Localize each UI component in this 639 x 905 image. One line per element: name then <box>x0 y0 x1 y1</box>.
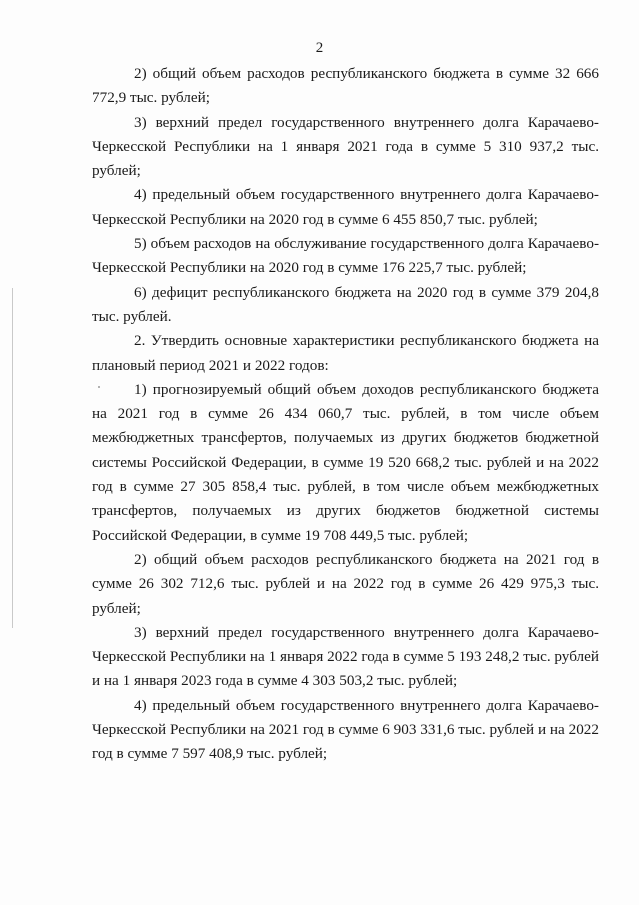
paragraph-debt-service-2020: 5) объем расходов на обслуживание государственного долга Карачаево-Черкесской Республики на 2020 год в сумме 176 225,7 тыс. рублей; <box>92 235 599 277</box>
paragraph-debt-limit-2021: 3) верхний предел государственного внутреннего долга Карачаево-Черкесской Республики на 1 января 2021 года в сумме 5 310 937,2 тыс. рублей; <box>92 113 599 180</box>
paragraph-expenses-2020: 2) общий объем расходов республиканского бюджета в сумме 32 666 772,9 тыс. рублей; <box>92 65 599 107</box>
scan-margin-line <box>12 288 13 628</box>
page-number: 2 <box>315 40 324 56</box>
paragraph-deficit-2020: 6) дефицит республиканского бюджета на 2020 год в сумме 379 204,8 тыс. рублей. <box>92 283 599 325</box>
paragraph-revenue-2021-2022: 1) прогнозируемый общий объем доходов республиканского бюджета на 2021 год в сумме 26 434 060,7 тыс. рублей, в том числе объем межбюджетных трансфертов, получаемых из других бюджетов бюджетной системы Российской Федерации, в сумме 19 520 668,2 тыс. рублей и на 2022 год в сумме 27 305 858,4 тыс. рублей, в том числе объем межбюджетных трансфертов, получаемых из других бюджетов бюджетной системы Российской Федерации, в сумме 19 708 449,5 тыс. рублей; <box>92 380 599 544</box>
paragraph-max-debt-2020: 4) предельный объем государственного внутреннего долга Карачаево-Черкесской Республики на 2020 год в сумме 6 455 850,7 тыс. рублей; <box>92 186 599 228</box>
document-body <box>92 62 599 767</box>
paragraph-debt-limit-2022-2023: 3) верхний предел государственного внутреннего долга Карачаево-Черкесской Республики на 1 января 2022 года в сумме 5 193 248,2 тыс. рублей и на 1 января 2023 года в сумме 4 303 503,2 тыс. рублей; <box>92 623 599 690</box>
paragraph-expenses-2021-2022: 2) общий объем расходов республиканского бюджета на 2021 год в сумме 26 302 712,6 тыс. рублей и на 2022 год в сумме 26 429 975,3 тыс. рублей; <box>92 550 599 617</box>
paragraph-max-debt-2021-2022: 4) предельный объем государственного внутреннего долга Карачаево-Черкесской Республики на 2021 год в сумме 6 903 331,6 тыс. рублей и на 2022 год в сумме 7 597 408,9 тыс. рублей; <box>92 696 599 763</box>
paragraph-planning-period-heading: 2. Утвердить основные характеристики республиканского бюджета на плановый период 2021 и 2022 годов: <box>92 332 599 374</box>
